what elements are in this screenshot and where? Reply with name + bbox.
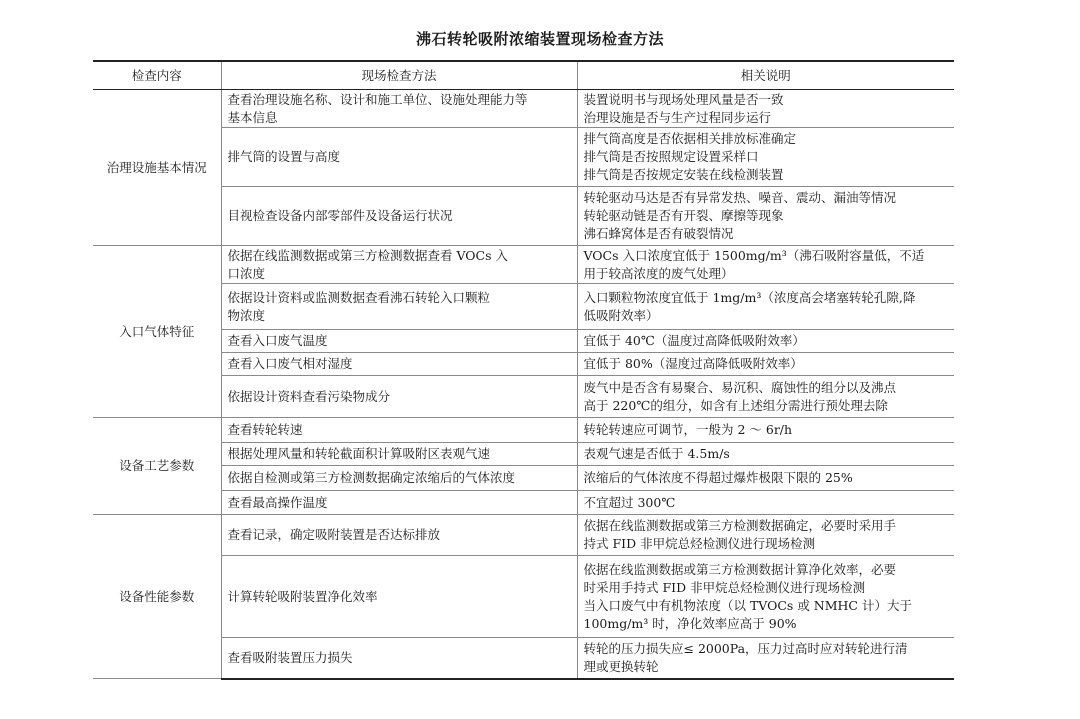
method-line: 排气筒的设置与高度 xyxy=(227,149,341,164)
method-cell xyxy=(221,246,577,284)
table-row xyxy=(93,353,954,376)
table-row xyxy=(93,466,954,491)
note-line: VOCs 入口浓度宜低于 1500mg/m³（沸石吸附容量低，不适 xyxy=(583,247,925,263)
inspection-table xyxy=(93,60,954,680)
table-row xyxy=(93,90,954,128)
note-line: 宜低于 40℃（温度过高降低吸附效率） xyxy=(583,333,805,348)
method-line: 查看最高操作温度 xyxy=(227,494,328,510)
method-cell xyxy=(221,418,577,443)
method-line: 目视检查设备内部零部件及设备运行状况 xyxy=(227,208,453,223)
method-cell xyxy=(221,491,577,515)
method-line: 依据自检测或第三方检测数据确定浓缩后的气体浓度 xyxy=(227,470,516,485)
note-line: 低吸附效率） xyxy=(583,307,659,323)
note-cell xyxy=(577,284,954,330)
note-line: 持式 FID 非甲烷总烃检测仪进行现场检测 xyxy=(583,536,816,551)
note-line: 100mg/m³ 时，净化效率应高于 90% xyxy=(583,615,797,631)
note-cell xyxy=(577,90,954,128)
method-cell xyxy=(221,90,577,128)
method-cell xyxy=(221,187,577,246)
table-header-row xyxy=(93,61,954,90)
method-line: 查看治理设施名称、设计和施工单位、设施处理能力等 xyxy=(227,91,528,107)
table-row xyxy=(93,376,954,418)
method-line: 查看入口废气相对湿度 xyxy=(227,356,353,371)
note-line: 转轮的压力损失应≤ 2000Pa，压力过高时应对转轮进行清 xyxy=(583,640,908,656)
table-title: 沸石转轮吸附浓缩装置现场检查方法 xyxy=(415,30,664,48)
note-cell xyxy=(577,638,954,679)
note-line: 浓缩后的气体浓度不得超过爆炸极限下限的 25% xyxy=(583,470,853,485)
table-row xyxy=(93,284,954,330)
note-line: 转轮驱动链是否有开裂、摩擦等现象 xyxy=(583,208,784,223)
method-cell xyxy=(221,638,577,679)
note-line: 不宜超过 300℃ xyxy=(583,494,676,510)
method-cell xyxy=(221,376,577,418)
method-cell xyxy=(221,556,577,638)
note-line: 宜低于 80%（湿度过高降低吸附效率） xyxy=(583,356,803,371)
method-line: 根据处理风量和转轮截面积计算吸附区表观气速 xyxy=(227,446,491,461)
note-line: 沸石蜂窝体是否有破裂情况 xyxy=(583,226,734,241)
table-row xyxy=(93,515,954,556)
note-line: 时采用手持式 FID 非甲烷总烃检测仪进行现场检测 xyxy=(583,579,866,595)
method-cell xyxy=(221,466,577,491)
note-line: 理或更换转轮 xyxy=(583,658,659,674)
note-line: 装置说明书与现场处理风量是否一致 xyxy=(583,91,784,107)
note-line: 治理设施是否与生产过程同步运行 xyxy=(583,109,772,125)
note-cell xyxy=(577,556,954,638)
note-cell xyxy=(577,246,954,284)
method-cell xyxy=(221,330,577,353)
note-cell xyxy=(577,466,954,491)
category-cell: 入口气体特征 xyxy=(93,246,221,418)
table-row xyxy=(93,638,954,679)
table-row xyxy=(93,443,954,466)
method-line: 依据设计资料或监测数据查看沸石转轮入口颗粒 xyxy=(227,289,491,305)
note-line: 废气中是否含有易聚合、易沉积、腐蚀性的组分以及沸点 xyxy=(583,379,897,395)
note-line: 转轮驱动马达是否有异常发热、噪音、震动、漏油等情况 xyxy=(583,190,897,205)
method-line: 依据设计资料查看污染物成分 xyxy=(227,388,391,404)
method-line: 口浓度 xyxy=(227,265,266,281)
category-cell: 设备性能参数 xyxy=(93,515,221,679)
note-line: 用于较高浓度的废气处理） xyxy=(583,265,734,281)
note-line: 表观气速是否低于 4.5m/s xyxy=(583,446,730,461)
method-cell xyxy=(221,443,577,466)
method-line: 查看吸附装置压力损失 xyxy=(227,649,353,665)
method-cell xyxy=(221,128,577,187)
method-line: 查看转轮转速 xyxy=(227,422,303,437)
note-cell xyxy=(577,128,954,187)
header-notes: 相关说明 xyxy=(577,61,954,90)
note-line: 排气筒高度是否依据相关排放标准确定 xyxy=(583,131,797,146)
method-line: 依据在线监测数据或第三方检测数据查看 VOCs 入 xyxy=(227,247,508,263)
note-cell xyxy=(577,353,954,376)
table-row xyxy=(93,187,954,246)
category-cell: 设备工艺参数 xyxy=(93,418,221,515)
category-cell: 治理设施基本情况 xyxy=(93,90,221,246)
note-cell xyxy=(577,376,954,418)
note-cell xyxy=(577,187,954,246)
method-cell xyxy=(221,284,577,330)
method-line: 基本信息 xyxy=(227,109,278,125)
note-line: 当入口废气中有机物浓度（以 TVOCs 或 NMHC 计）大于 xyxy=(583,597,912,613)
note-line: 高于 220℃的组分，如含有上述组分需进行预处理去除 xyxy=(583,397,888,413)
table-row xyxy=(93,556,954,638)
note-cell xyxy=(577,418,954,443)
note-line: 排气筒是否按照规定设置采样口 xyxy=(583,149,759,164)
note-line: 入口颗粒物浓度宜低于 1mg/m³（浓度高会堵塞转轮孔隙,降 xyxy=(583,289,916,305)
table-row xyxy=(93,491,954,515)
note-cell xyxy=(577,515,954,556)
table-row xyxy=(93,128,954,187)
method-line: 查看入口废气温度 xyxy=(227,333,328,348)
note-line: 转轮转速应可调节，一般为 2 ～ 6r/h xyxy=(583,422,793,437)
note-line: 依据在线监测数据或第三方检测数据计算净化效率，必要 xyxy=(583,561,897,577)
table-row xyxy=(93,418,954,443)
method-cell xyxy=(221,515,577,556)
method-line: 物浓度 xyxy=(227,307,266,323)
table-row xyxy=(93,246,954,284)
method-line: 查看记录，确定吸附装置是否达标排放 xyxy=(227,527,441,542)
header-check-content: 检查内容 xyxy=(93,61,221,90)
note-cell xyxy=(577,330,954,353)
table-row xyxy=(93,330,954,353)
method-cell xyxy=(221,353,577,376)
note-cell xyxy=(577,443,954,466)
table-body xyxy=(93,90,954,679)
header-method: 现场检查方法 xyxy=(221,61,577,90)
method-line: 计算转轮吸附装置净化效率 xyxy=(227,588,378,604)
note-cell xyxy=(577,491,954,515)
note-line: 排气筒是否按规定安装在线检测装置 xyxy=(583,167,784,182)
note-line: 依据在线监测数据或第三方检测数据确定，必要时采用手 xyxy=(583,518,897,533)
